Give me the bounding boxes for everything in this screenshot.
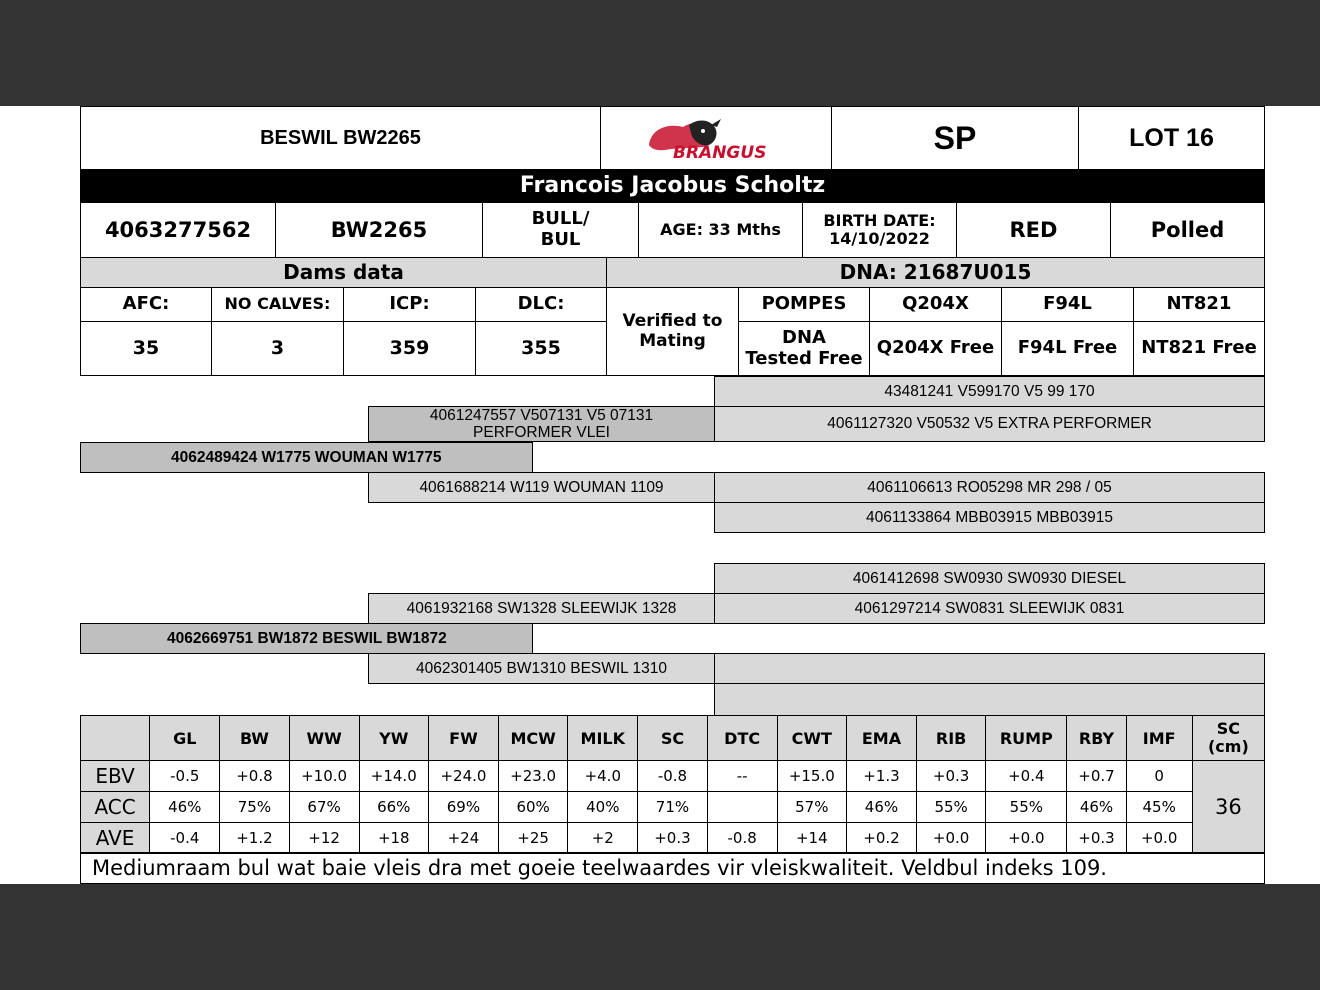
pompes-result-line-2: Tested Free xyxy=(745,347,863,369)
ebv-cell: +0.4 xyxy=(986,761,1067,792)
birth-date-cell xyxy=(802,202,957,258)
ebv-corner xyxy=(81,716,150,761)
acc-cell: 75% xyxy=(220,792,289,823)
ave-cell: +12 xyxy=(289,823,359,854)
ebv-row xyxy=(81,761,1265,792)
icp-value: 359 xyxy=(343,321,476,376)
brangus-logo xyxy=(600,106,832,170)
pedigree-dsd: 4061297214 SW0831 SLEEWIJK 0831 xyxy=(714,593,1265,624)
animal-sex xyxy=(482,202,639,258)
nt821-result: NT821 Free xyxy=(1133,321,1265,376)
no-calves-label: NO CALVES: xyxy=(211,287,344,322)
horn-status: Polled xyxy=(1110,202,1265,258)
ebv-cell: +15.0 xyxy=(777,761,846,792)
pompes-result xyxy=(738,321,870,376)
logo-text: BRANGUS xyxy=(673,143,767,161)
ebv-header-ww: WW xyxy=(289,716,359,761)
ebv-cell: -0.5 xyxy=(150,761,220,792)
sc-cm-line-2: (cm) xyxy=(1207,737,1249,756)
ebv-cell: -0.8 xyxy=(638,761,707,792)
acc-cell xyxy=(707,792,777,823)
afc-label: AFC: xyxy=(80,287,212,322)
ebv-header-ema: EMA xyxy=(846,716,916,761)
pedigree-sss: 43481241 V599170 V5 99 170 xyxy=(714,376,1265,407)
acc-cell: 66% xyxy=(359,792,428,823)
pompes-label: POMPES xyxy=(738,287,870,322)
acc-cell: 57% xyxy=(777,792,846,823)
ebv-header-bw: BW xyxy=(220,716,289,761)
ebv-cell: +0.8 xyxy=(220,761,289,792)
ebv-table xyxy=(80,715,1265,854)
ebv-header-milk: MILK xyxy=(568,716,638,761)
ave-cell: -0.8 xyxy=(707,823,777,854)
pedigree-dss: 4061412698 SW0930 SW0930 DIESEL xyxy=(714,563,1265,594)
ave-cell: +18 xyxy=(359,823,428,854)
f94l-label: F94L xyxy=(1001,287,1134,322)
nt821-label: NT821 xyxy=(1133,287,1265,322)
ebv-header-rump: RUMP xyxy=(986,716,1067,761)
q204x-label: Q204X xyxy=(869,287,1002,322)
verified-line-2: Mating xyxy=(639,330,706,351)
ebv-header-rby: RBY xyxy=(1067,716,1126,761)
animal-colour: RED xyxy=(956,202,1111,258)
ave-cell: +14 xyxy=(777,823,846,854)
ebv-header-mcw: MCW xyxy=(499,716,568,761)
animal-id: 4063277562 xyxy=(80,202,276,258)
q204x-result: Q204X Free xyxy=(869,321,1002,376)
ave-cell: +2 xyxy=(568,823,638,854)
acc-cell: 46% xyxy=(1067,792,1126,823)
ebv-cell: +14.0 xyxy=(359,761,428,792)
acc-cell: 60% xyxy=(499,792,568,823)
sex-line-1: BULL/ xyxy=(531,208,590,230)
sex-line-2: BUL xyxy=(540,229,581,250)
ebv-cell: +0.7 xyxy=(1067,761,1126,792)
pedigree-dam-dam: 4062301405 BW1310 BESWIL 1310 xyxy=(368,653,715,684)
ave-cell: +24 xyxy=(428,823,498,854)
dams-data-title: Dams data xyxy=(80,257,607,288)
bull-logo-icon xyxy=(641,115,791,161)
ave-cell: +0.0 xyxy=(986,823,1067,854)
ebv-header-row xyxy=(81,716,1265,761)
acc-cell: 46% xyxy=(846,792,916,823)
ebv-header-yw: YW xyxy=(359,716,428,761)
ebv-cell: 0 xyxy=(1126,761,1192,792)
afc-value: 35 xyxy=(80,321,212,376)
no-calves-value: 3 xyxy=(211,321,344,376)
ebv-cell: +23.0 xyxy=(499,761,568,792)
ebv-header-sc-cm xyxy=(1192,716,1264,761)
ebv-header-fw: FW xyxy=(428,716,498,761)
dna-title: DNA: 21687U015 xyxy=(606,257,1265,288)
verified-line-1: Verified to xyxy=(622,310,723,331)
pedigree-sire-dam: 4061688214 W119 WOUMAN 1109 xyxy=(368,472,715,503)
sire-sire-line-1: 4061247557 V507131 V5 07131 xyxy=(429,406,654,424)
birth-date: 14/10/2022 xyxy=(829,229,930,248)
acc-cell: 55% xyxy=(917,792,986,823)
ebv-header-gl: GL xyxy=(150,716,220,761)
ave-cell: +0.0 xyxy=(1126,823,1192,854)
animal-age: AGE: 33 Mths xyxy=(638,202,803,258)
pedigree-ssd: 4061127320 V50532 V5 EXTRA PERFORMER xyxy=(714,406,1265,442)
comment: Mediumraam bul wat baie vleis dra met goeie teelwaardes vir vleiskwaliteit. Veldbul indeks 109. xyxy=(80,852,1265,884)
owner-name: Francois Jacobus Scholtz xyxy=(80,169,1265,203)
ebv-header-imf: IMF xyxy=(1126,716,1192,761)
ave-cell: +0.2 xyxy=(846,823,916,854)
pedigree-dam: 4062669751 BW1872 BESWIL BW1872 xyxy=(80,623,533,654)
ebv-cell: -- xyxy=(707,761,777,792)
ave-cell: -0.4 xyxy=(150,823,220,854)
verified-to-mating xyxy=(606,287,739,376)
row-label: EBV xyxy=(81,761,150,792)
ebv-header-dtc: DTC xyxy=(707,716,777,761)
ave-row xyxy=(81,823,1265,854)
pedigree-sire: 4062489424 W1775 WOUMAN W1775 xyxy=(80,442,533,473)
acc-cell: 46% xyxy=(150,792,220,823)
pedigree-dam-sire: 4061932168 SW1328 SLEEWIJK 1328 xyxy=(368,593,715,624)
ebv-cell: +24.0 xyxy=(428,761,498,792)
ave-cell: +0.0 xyxy=(917,823,986,854)
ebv-cell: +0.3 xyxy=(917,761,986,792)
animal-tag: BW2265 xyxy=(275,202,483,258)
lot-number: LOT 16 xyxy=(1078,106,1265,170)
lot-sheet xyxy=(0,106,1320,884)
pedigree-sire-sire xyxy=(368,406,715,442)
acc-cell: 45% xyxy=(1126,792,1192,823)
pompes-result-line-1: DNA xyxy=(782,326,826,348)
ave-cell: +1.2 xyxy=(220,823,289,854)
pedigree-sdd: 4061133864 MBB03915 MBB03915 xyxy=(714,502,1265,533)
ebv-cell: +4.0 xyxy=(568,761,638,792)
acc-row xyxy=(81,792,1265,823)
pedigree-ddd xyxy=(714,683,1265,716)
animal-name: BESWIL BW2265 xyxy=(80,106,601,170)
ebv-header-rib: RIB xyxy=(917,716,986,761)
sc-cm-line-1: SC xyxy=(1216,719,1240,739)
acc-cell: 67% xyxy=(289,792,359,823)
ave-cell: +0.3 xyxy=(1067,823,1126,854)
acc-cell: 71% xyxy=(638,792,707,823)
acc-cell: 55% xyxy=(986,792,1067,823)
ebv-header-cwt: CWT xyxy=(777,716,846,761)
sire-sire-line-2: PERFORMER VLEI xyxy=(473,424,610,441)
pedigree-sds: 4061106613 RO05298 MR 298 / 05 xyxy=(714,472,1265,503)
ebv-cell: +1.3 xyxy=(846,761,916,792)
ave-cell: +25 xyxy=(499,823,568,854)
class-code: SP xyxy=(831,106,1079,170)
pedigree-dds xyxy=(714,653,1265,684)
ebv-header-sc: SC xyxy=(638,716,707,761)
dlc-value: 355 xyxy=(475,321,607,376)
ebv-cell: +10.0 xyxy=(289,761,359,792)
icp-label: ICP: xyxy=(343,287,476,322)
dlc-label: DLC: xyxy=(475,287,607,322)
row-label: AVE xyxy=(81,823,150,854)
ave-cell: +0.3 xyxy=(638,823,707,854)
acc-cell: 40% xyxy=(568,792,638,823)
row-label: ACC xyxy=(81,792,150,823)
sc-cm-value: 36 xyxy=(1192,761,1264,854)
birth-date-label: BIRTH DATE: xyxy=(823,210,936,230)
acc-cell: 69% xyxy=(428,792,498,823)
f94l-result: F94L Free xyxy=(1001,321,1134,376)
